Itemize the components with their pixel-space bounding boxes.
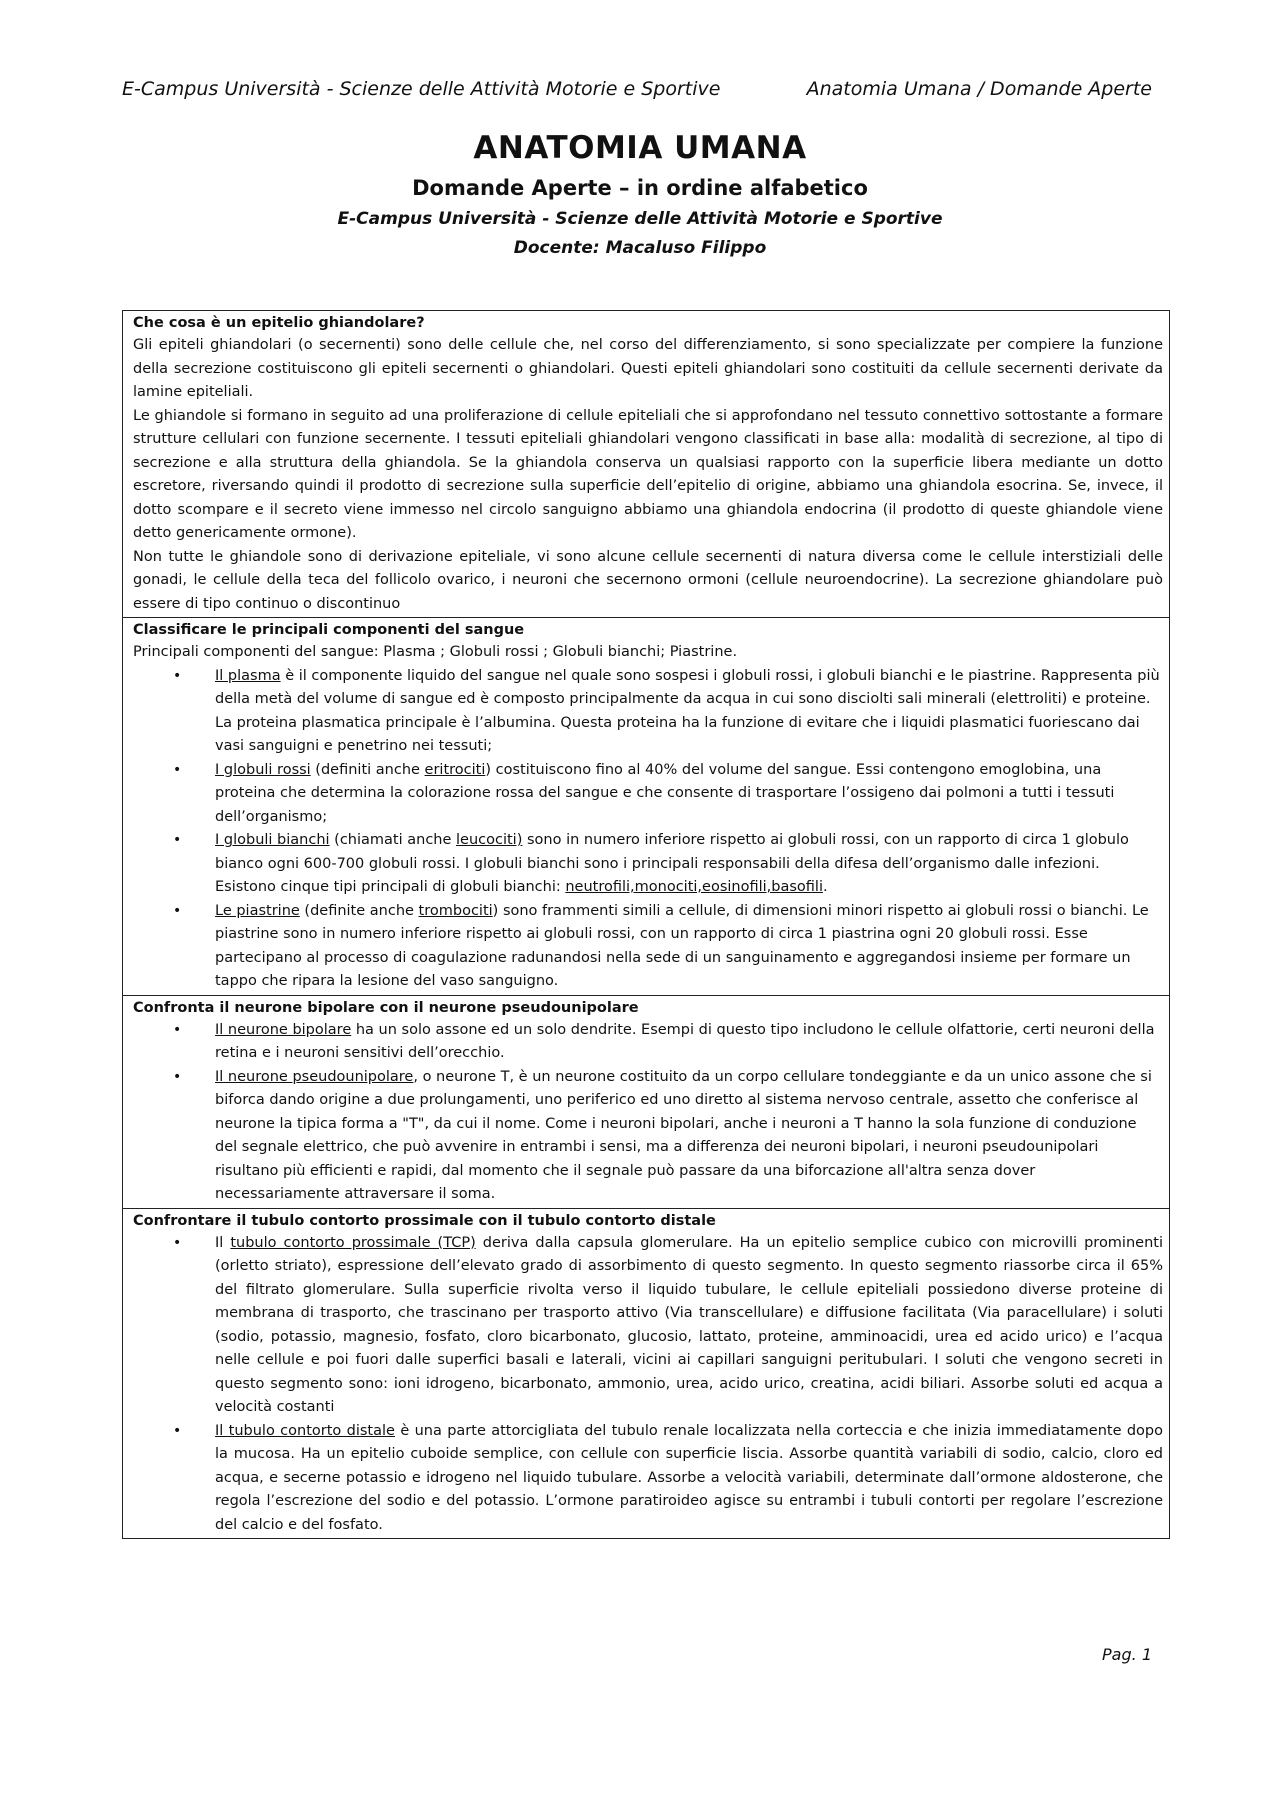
term: Il neurone pseudounipolare xyxy=(215,1068,414,1085)
list-item: • Il neurone pseudounipolare, o neurone T, è un neurone costituito da un corpo cellulare tondeggiante e da un unico assone che si biforca dando origine a due prolungamenti, uno periferico ed uno diretto al sistema nervoso centrale, assetto che conferisce al neurone la tipica forma a "T", da cui il nome. Come i neuroni bipolari, anche i neuroni a T hanno la sola funzione di conduzione del segnale elettrico, che può avvenire in entrambi i sensi, ma a differenza dei neuroni bipolari, i neuroni pseudounipolari risultano più efficienti e rapidi, dal momento che il segnale può passare da una biforcazione all'altra senza dover necessariamente attraversare il soma. xyxy=(133,1066,1163,1207)
term: Le piastrine xyxy=(215,902,300,919)
question-title: Confronta il neurone bipolare con il neurone pseudounipolare xyxy=(133,999,639,1016)
list-item: • Il neurone bipolare ha un solo assone ed un solo dendrite. Esempi di questo tipo includono le cellule olfattorie, certi neuroni della retina e i neuroni sensitivi dell’orecchio. xyxy=(133,1019,1163,1066)
university-line: E-Campus Università - Scienze delle Attività Motorie e Sportive xyxy=(337,209,943,229)
list-item: • I globuli bianchi (chiamati anche leucociti) sono in numero inferiore rispetto ai globuli rossi, con un rapporto di circa 1 globulo bianco ogni 600-700 globuli rossi. I globuli bianchi sono i principali responsabili della difesa dell’organismo dalle infezioni. Esistono cinque tipi principali di globuli bianchi: neutrofili,monociti,eosinofili,basofili. xyxy=(133,829,1163,900)
question-title: Confrontare il tubulo contorto prossimale con il tubulo contorto distale xyxy=(133,1212,716,1229)
list-item: • Il tubulo contorto prossimale (TCP) deriva dalla capsula glomerulare. Ha un epitelio semplice cubico con microvilli prominenti (orletto striato), espressione dell’elevato grado di assorbimento di questo segmento. In questo segmento riassorbe circa il 65% del filtrato glomerulare. Sulla superficie rivolta verso il liquido tubulare, le cellule epiteliali possiedono diverse proteine di membrana di trasporto, che trascinano per trasporto attivo (Via transcellulare) e diffusione facilitata (Via paracellulare) i soluti (sodio, potassio, magnesio, fosfato, cloro bicarbonato, glucosio, lattato, proteine, amminoacidi, urea ed acido urico) e l’acqua nelle cellule e poi fuori dalle superfici basali e laterali, vicini ai capillari sanguigni peritubulari. I soluti che vengono secreti in questo segmento sono: ioni idrogeno, bicarbonato, ammonio, urea, acido urico, creatina, acidi biliari. Assorbe soluti ed acqua a velocità costanti xyxy=(133,1232,1163,1420)
term: I globuli bianchi xyxy=(215,832,330,848)
question-block-1 xyxy=(123,311,1169,618)
answer-paragraph: Le ghiandole si formano in seguito ad una proliferazione di cellule epiteliali che si approfondano nel tessuto connettivo sottostante a formare strutture cellulari con funzione secernente. I tessuti epiteliali ghiandolari vengono classificati in base alla: modalità di secrezione, al tipo di secrezione e alla struttura della ghiandola. Se la ghiandola conserva un qualsiasi rapporto con la superficie libera mediante un dotto escretore, riversando quindi il prodotto di secrezione sulla superficie dell’epitelio di origine, abbiamo una ghiandola esocrina. Se, invece, il dotto scompare e il secreto viene immesso nel circolo sanguigno abbiamo una ghiandola endocrina (il prodotto di queste ghiandole viene detto genericamente ormone). xyxy=(133,407,1163,541)
bullet-icon: • xyxy=(173,1068,182,1085)
list-item: • Il plasma è il componente liquido del sangue nel quale sono sospesi i globuli rossi, i globuli bianchi e le piastrine. Rappresenta più della metà del volume di sangue ed è composto principalmente da acqua in cui sono disciolti sali minerali (elettroliti) e proteine. La proteina plasmatica principale è l’albumina. Questa proteina ha la funzione di evitare che i liquidi plasmatici fuoriescano dai vasi sanguigni e penetrino nei tessuti; xyxy=(133,665,1163,759)
term: Il tubulo contorto distale xyxy=(215,1422,395,1439)
answer-paragraph: Non tutte le ghiandole sono di derivazione epiteliale, vi sono alcune cellule secernenti di natura diversa come le cellule interstiziali delle gonadi, le cellule della teca del follicolo ovarico, i neuroni che secernono ormoni (cellule neuroendocrine). La secrezione ghiandolare può essere di tipo continuo o discontinuo xyxy=(133,548,1163,612)
bullet-icon: • xyxy=(173,1422,182,1439)
question-block-4 xyxy=(123,1209,1169,1539)
document-subtitle: Domande Aperte – in ordine alfabetico xyxy=(412,176,868,200)
term: I globuli rossi xyxy=(215,761,311,778)
term-alt: trombociti xyxy=(418,902,493,919)
term: tubulo contorto prossimale (TCP) xyxy=(230,1234,476,1251)
answer-list xyxy=(133,665,1163,994)
term-alt: eritrociti xyxy=(424,761,486,778)
list-item: • Il tubulo contorto distale è una parte attorcigliata del tubulo renale localizzata nella corteccia e che inizia immediatamente dopo la mucosa. Ha un epitelio cuboide semplice, con cellule con superficie liscia. Assorbe quantità variabili di sodio, calcio, cloro ed acqua, e secerne potassio e idrogeno nel liquido tubulare. Assorbe a velocità variabili, determinate dall’ormone aldosterone, che regola l’escrezione del sodio e del potassio. L’ormone paratiroideo agisce su entrambi i tubuli contorti per regolare l’escrezione del calcio e del fosfato. xyxy=(133,1420,1163,1538)
bullet-icon: • xyxy=(173,1234,182,1251)
answer-list xyxy=(133,1232,1163,1538)
header-right: Anatomia Umana / Domande Aperte xyxy=(806,78,1152,100)
answer-intro: Principali componenti del sangue: Plasma ; Globuli rossi ; Globuli bianchi; Piastrine. xyxy=(133,644,738,660)
term-alt: leucociti) xyxy=(456,832,523,848)
answer-list xyxy=(133,1019,1163,1207)
list-item: • I globuli rossi (definiti anche eritrociti) costituiscono fino al 40% del volume del sangue. Essi contengono emoglobina, una proteina che determina la colorazione rossa del sangue e che consente di trasportare l’ossigeno dai polmoni a tutti i tessuti dell’organismo; xyxy=(133,759,1163,830)
document-title: ANATOMIA UMANA xyxy=(473,130,807,166)
bullet-icon: • xyxy=(173,832,182,848)
question-title: Che cosa è un epitelio ghiandolare? xyxy=(133,315,425,331)
term: Il neurone bipolare xyxy=(215,1021,352,1038)
term-list: neutrofili,monociti,eosinofili,basofili xyxy=(565,879,823,895)
question-block-2 xyxy=(123,618,1169,996)
header-left: E-Campus Università - Scienze delle Attività Motorie e Sportive xyxy=(122,78,721,100)
question-block-3 xyxy=(123,996,1169,1209)
list-item: • Le piastrine (definite anche trombociti) sono frammenti simili a cellule, di dimensioni minori rispetto ai globuli rossi o bianchi. Le piastrine sono in numero inferiore rispetto ai globuli rossi, con un rapporto di circa 1 piastrina ogni 20 globuli rossi. Esse partecipano al processo di coagulazione radunandosi nella sede di un sanguinamento e aggregandosi insieme per formare un tappo che ripara la lesione del vaso sanguigno. xyxy=(133,900,1163,994)
term: Il plasma xyxy=(215,667,281,684)
bullet-icon: • xyxy=(173,1021,182,1038)
bullet-icon: • xyxy=(173,902,182,919)
teacher-line: Docente: Macaluso Filippo xyxy=(513,238,767,258)
bullet-icon: • xyxy=(173,667,182,684)
questions-table xyxy=(122,310,1170,1539)
answer-paragraph: Gli epiteli ghiandolari (o secernenti) sono delle cellule che, nel corso del differenziamento, si sono specializzate per compiere la funzione della secrezione costituiscono gli epiteli secernenti o ghiandolari. Questi epiteli ghiandolari sono costituiti da cellule secernenti derivate da lamine epiteliali. xyxy=(133,337,1163,400)
question-title: Classificare le principali componenti del sangue xyxy=(133,622,525,638)
page-number: Pag. 1 xyxy=(1102,1645,1152,1664)
bullet-icon: • xyxy=(173,761,182,778)
